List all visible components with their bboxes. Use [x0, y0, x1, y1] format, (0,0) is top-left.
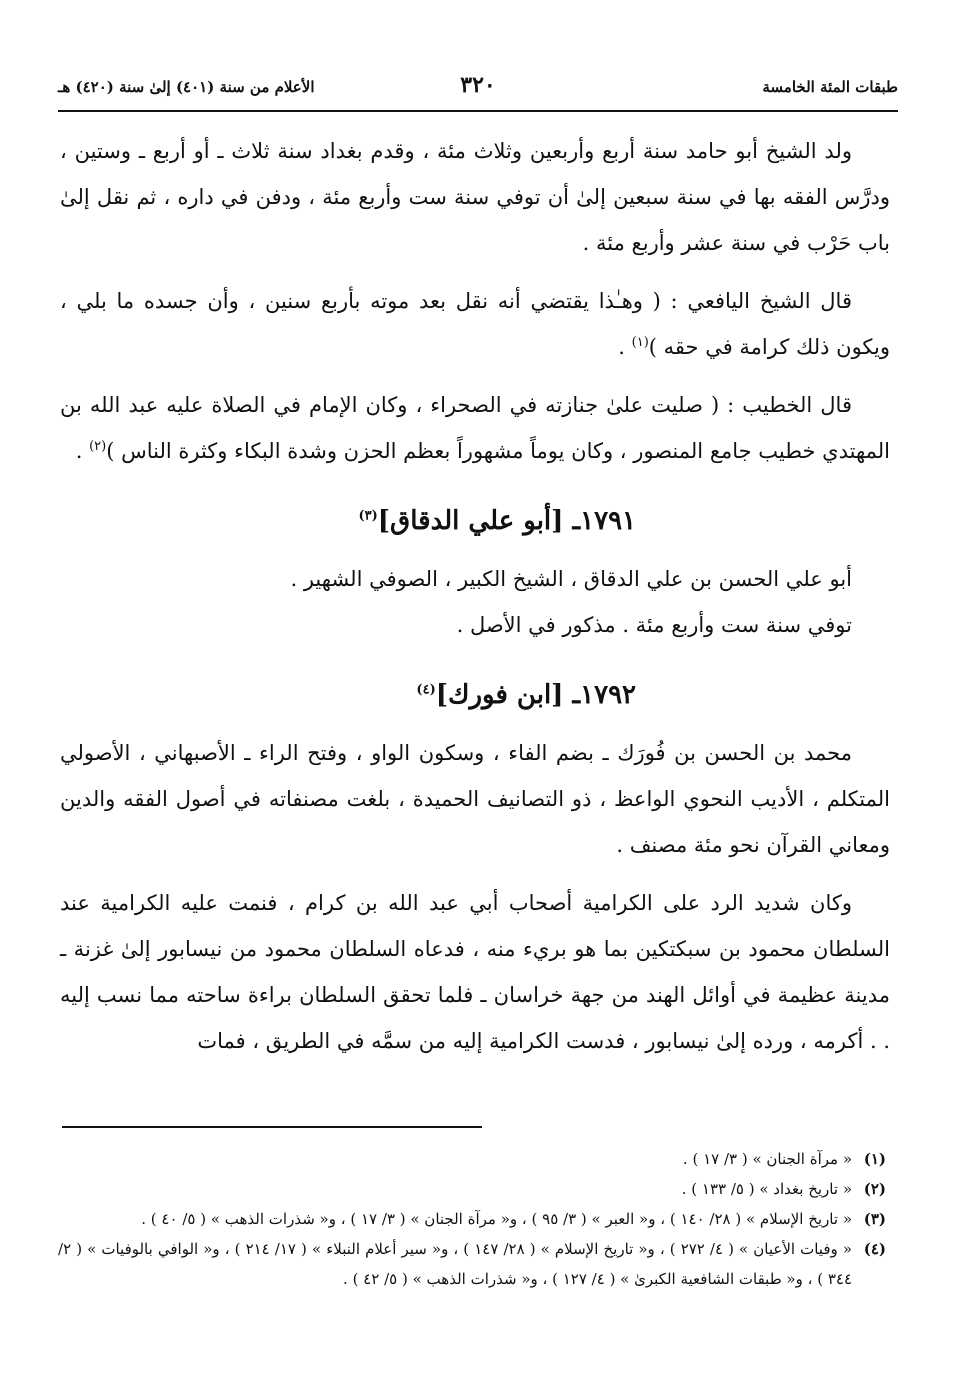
footnote [58, 1144, 886, 1174]
footnote-ref-1: (١) [631, 335, 649, 350]
footnote-ref-4: (٤) [416, 682, 436, 698]
footnote [58, 1234, 886, 1294]
footnote-number: (٤) [863, 1240, 886, 1258]
entry-1791-line-1: أبو علي الحسن بن علي الدقاق ، الشيخ الكبير ، الصوفي الشهير . [290, 567, 852, 591]
entry-heading-1791-text: ١٧٩١ـ [أبو علي الدقاق] [377, 506, 636, 536]
footnote-text: « تاريخ بغداد » ( ٥/ ١٣٣ ) . [681, 1180, 852, 1198]
running-head-range: الأعلام من سنة (٤٠١) إلىٰ سنة (٤٢٠) هـ [58, 78, 315, 96]
paragraph-khatib-text: قال الخطيب : ( صليت علىٰ جنازته في الصحراء ، وكان الإمام في الصلاة عليه عبد الله بن المهتدي خطيب جامع المنصور ، وكان يوماً مشهوراً بعظم الحزن وشدة البكاء وكثرة الناس ) [60, 393, 890, 463]
footnote-number: (١) [863, 1150, 886, 1168]
entry-heading-1792 [60, 674, 890, 716]
paragraph-birth: ولد الشيخ أبو حامد سنة أربع وأربعين وثلاث مئة ، وقدم بغداد سنة ثلاث ـ أو أربع ـ وستين ، ودرَّس الفقه بها في سنة سبعين إلىٰ أن توفي سنة ست وأربع مئة ، ودفن في داره ، ثم نقل إلىٰ باب حَرْب في سنة عشر وأربع مئة . [60, 139, 890, 255]
paragraph-khatib-end: . [75, 439, 90, 463]
footnotes [58, 1144, 886, 1294]
footnote-text: « مرآة الجنان » ( ٣/ ١٧ ) . [682, 1150, 852, 1168]
entry-1792-paragraph-1: محمد بن الحسن بن فُورَك ـ بضم الفاء ، وسكون الواو ، وفتح الراء ـ الأصبهاني ، الأصولي المتكلم ، الأديب النحوي الواعظ ، ذو التصانيف الحميدة ، بلغت مصنفاته في أصول الفقه والدين ومعاني القرآن نحو مئة مصنف . [60, 741, 890, 857]
footnote-number: (٢) [863, 1180, 886, 1198]
paragraph-yafii-text: قال الشيخ اليافعي : ( وهـٰذا يقتضي أنه نقل بعد موته بأربع سنين ، وأن جسده ما بلي ، ويكون ذلك كرامة في حقه ) [60, 289, 890, 359]
footnote [58, 1174, 886, 1204]
footnote-separator [62, 1126, 482, 1128]
footnote-ref-2: (٢) [89, 439, 107, 454]
footnote-text: « وفيات الأعيان » ( ٤/ ٢٧٢ ) ، و« تاريخ الإسلام » ( ٢٨/ ١٤٧ ) ، و« سير أعلام النبلاء » ( ١٧/ ٢١٤ ) ، و« الوافي بالوفيات » ( ٢/ ٣٤٤ ) ، و« طبقات الشافعية الكبرىٰ » ( ٤/ ١٢٧ ) ، و« شذرات الذهب » ( ٥/ ٤٢ ) . [58, 1240, 852, 1288]
running-head-section-title: طبقات المئة الخامسة [762, 78, 898, 96]
paragraph-yafii [60, 278, 890, 370]
paragraph-yafii-end: . [618, 335, 632, 359]
footnote-text: « تاريخ الإسلام » ( ٢٨/ ١٤٠ ) ، و« العبر » ( ٣/ ٩٥ ) ، و« مرآة الجنان » ( ٣/ ١٧ ) ، و« شذرات الذهب » ( ٥/ ٤٠ ) . [141, 1210, 852, 1228]
footnote [58, 1204, 886, 1234]
entry-heading-1791 [60, 500, 890, 542]
entry-1792-paragraph-2: وكان شديد الرد على الكرامية أصحاب أبي عبد الله بن كرام ، فنمت عليه الكرامية عند السلطان محمود بن سبكتكين بما هو بريء منه ، فدعاه السلطان محمود من نيسابور إلىٰ غزنة ـ مدينة عظيمة في أوائل الهند من جهة خراسان ـ فلما تحقق السلطان براءة ساحته مما نسب إليه . . أكرمه ، ورده إلىٰ نيسابور ، فدست الكرامية إليه من سمَّه في الطريق ، فمات [60, 891, 890, 1053]
entry-1791-line-2: توفي سنة ست وأربع مئة . مذكور في الأصل . [456, 613, 852, 637]
footnote-number: (٣) [863, 1210, 886, 1228]
page-number: ٣٢٠ [460, 72, 496, 98]
paragraph-khatib [60, 382, 890, 474]
main-text [60, 128, 890, 1076]
footnote-ref-3: (٣) [358, 508, 378, 524]
entry-heading-1792-text: ١٧٩٢ـ [ابن فورك] [435, 680, 636, 710]
running-head [58, 74, 898, 112]
